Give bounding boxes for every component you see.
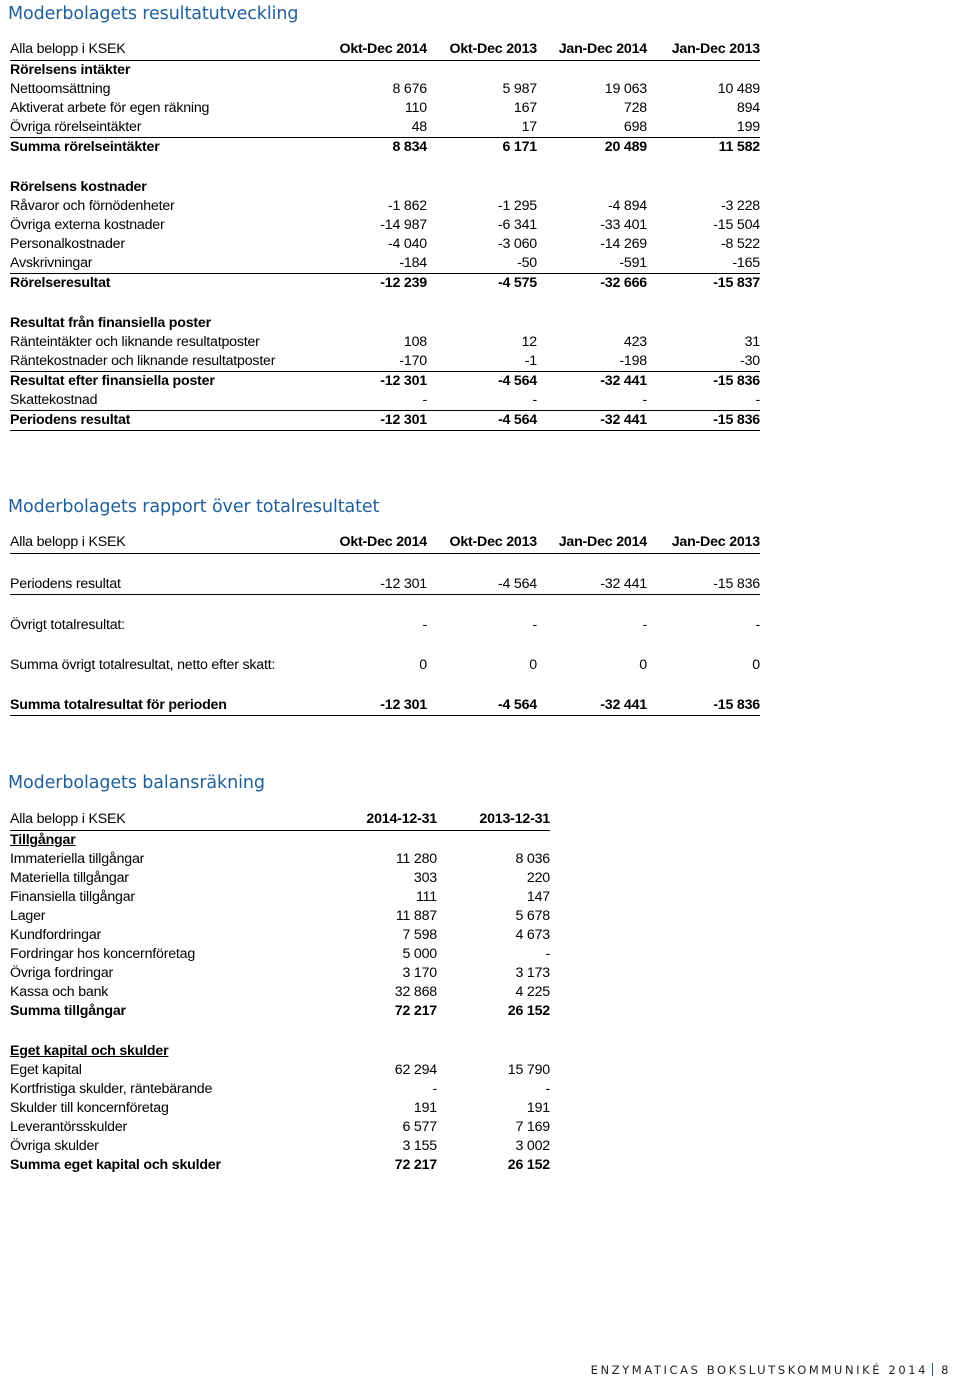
value-cell: -12 239 xyxy=(380,275,427,291)
table-row xyxy=(10,616,760,635)
row-label: Fordringar hos koncernföretag xyxy=(10,946,196,962)
table-row xyxy=(10,314,760,333)
spacer-row xyxy=(10,595,760,617)
table-row xyxy=(10,1080,550,1099)
value-cell xyxy=(337,178,427,197)
table-row xyxy=(10,1099,550,1118)
value-cell xyxy=(337,635,427,656)
value-cell: 5 000 xyxy=(402,946,437,962)
row-label xyxy=(10,675,337,696)
table-row xyxy=(10,1137,550,1156)
value-cell: 48 xyxy=(337,118,427,138)
table-row xyxy=(10,99,760,118)
value-cell: -32 441 xyxy=(537,696,647,716)
row-label: Nettoomsättning xyxy=(10,81,111,97)
income-statement-title: Moderbolagets resultatutveckling xyxy=(8,4,299,24)
value-cell: -591 xyxy=(537,254,647,274)
value-cell xyxy=(337,157,427,178)
value-cell xyxy=(537,178,647,197)
value-cell xyxy=(337,831,437,851)
header-period-cell: Jan-Dec 2014 xyxy=(537,533,647,554)
value-cell: -32 666 xyxy=(600,275,647,291)
row-label: Kassa och bank xyxy=(10,984,109,1000)
value-cell: 199 xyxy=(647,118,760,138)
value-cell: 11 280 xyxy=(395,851,437,867)
table-row xyxy=(10,197,760,216)
value-cell: -12 301 xyxy=(337,411,427,431)
row-label: Leverantörsskulder xyxy=(10,1119,128,1135)
table-row xyxy=(10,1118,550,1137)
value-cell: -3 060 xyxy=(497,236,537,252)
value-cell: -3 228 xyxy=(720,198,760,214)
value-cell: 8 834 xyxy=(392,139,427,155)
row-label: Råvaror och förnödenheter xyxy=(10,198,175,214)
row-label: Summa totalresultat för perioden xyxy=(10,696,337,716)
row-label: Summa övrigt totalresultat, netto efter skatt: xyxy=(10,657,276,673)
table-row xyxy=(10,907,550,926)
value-cell: 220 xyxy=(526,870,550,886)
header-label-cell: Alla belopp i KSEK xyxy=(10,40,337,61)
income-statement-table xyxy=(10,40,760,431)
value-cell: 4 225 xyxy=(515,984,550,1000)
table-row xyxy=(10,945,550,964)
page-number: 8 xyxy=(941,1363,951,1377)
header-label-cell: Alla belopp i KSEK xyxy=(10,810,337,831)
value-cell: -32 441 xyxy=(537,575,647,595)
value-cell xyxy=(537,675,647,696)
row-label: Lager xyxy=(10,908,46,924)
value-cell: 3 155 xyxy=(402,1138,437,1154)
value-cell xyxy=(427,157,537,178)
value-cell: -4 894 xyxy=(607,198,647,214)
value-cell: -32 441 xyxy=(600,373,647,389)
table-row xyxy=(10,372,760,392)
value-cell: -4 564 xyxy=(497,373,537,389)
row-label: Materiella tillgångar xyxy=(10,870,129,886)
value-cell: - xyxy=(337,391,427,411)
value-cell: 110 xyxy=(404,100,427,116)
value-cell xyxy=(427,595,537,617)
value-cell: -12 301 xyxy=(337,575,427,595)
value-cell: -170 xyxy=(337,352,427,372)
value-cell: 3 173 xyxy=(515,965,550,981)
row-label: Ränteintäkter och liknande resultatposter xyxy=(10,334,260,350)
value-cell xyxy=(647,178,760,197)
value-cell: -184 xyxy=(337,254,427,274)
header-period-cell: Jan-Dec 2014 xyxy=(537,40,647,61)
table-row xyxy=(10,178,760,197)
row-label: Resultat från finansiella poster xyxy=(10,315,211,331)
value-cell xyxy=(337,61,427,81)
table-row xyxy=(10,850,550,869)
value-cell: -15 504 xyxy=(713,217,760,233)
row-label xyxy=(10,293,337,314)
value-cell xyxy=(337,1042,437,1061)
value-cell: 5 987 xyxy=(502,81,537,97)
row-label: Kortfristiga skulder, räntebärande xyxy=(10,1081,213,1097)
value-cell xyxy=(647,554,760,576)
row-label: Skulder till koncernföretag xyxy=(10,1100,169,1116)
value-cell: -1 xyxy=(427,352,537,372)
value-cell: 72 217 xyxy=(394,1003,437,1019)
row-label: Summa rörelseintäkter xyxy=(10,139,160,155)
value-cell: - xyxy=(537,391,647,411)
value-cell: 8 036 xyxy=(515,851,550,867)
value-cell xyxy=(437,831,550,851)
value-cell: 6 171 xyxy=(502,139,537,155)
value-cell: -12 301 xyxy=(337,696,427,716)
row-label: Eget kapital och skulder xyxy=(10,1043,169,1059)
value-cell: 3 170 xyxy=(402,965,437,981)
table-row xyxy=(10,964,550,983)
value-cell xyxy=(427,293,537,314)
table-row xyxy=(10,1002,550,1021)
value-cell: -6 341 xyxy=(497,217,537,233)
spacer-row xyxy=(10,293,760,314)
row-label xyxy=(10,554,337,576)
row-label: Periodens resultat xyxy=(10,411,337,431)
value-cell: - xyxy=(647,391,760,411)
value-cell: -4 564 xyxy=(427,575,537,595)
table-row xyxy=(10,831,550,851)
row-label: Resultat efter finansiella poster xyxy=(10,373,215,389)
value-cell xyxy=(427,314,537,333)
row-label: Periodens resultat xyxy=(10,575,337,595)
value-cell: 4 673 xyxy=(515,927,550,943)
row-label: Tillgångar xyxy=(10,832,76,848)
value-cell: 6 577 xyxy=(402,1119,437,1135)
spacer-row xyxy=(10,1021,550,1042)
value-cell: -4 564 xyxy=(427,411,537,431)
value-cell xyxy=(537,635,647,656)
table-row xyxy=(10,138,760,158)
row-label: Avskrivningar xyxy=(10,254,337,274)
value-cell: - xyxy=(427,391,537,411)
table-row xyxy=(10,888,550,907)
header-period-cell: 2014-12-31 xyxy=(337,810,437,831)
row-label xyxy=(10,595,337,617)
table-row xyxy=(10,80,760,99)
row-label: Skattekostnad xyxy=(10,391,337,411)
value-cell: 111 xyxy=(416,889,437,905)
value-cell: 72 217 xyxy=(394,1157,437,1173)
value-cell: - xyxy=(545,946,550,962)
value-cell: - xyxy=(642,617,647,633)
table-row xyxy=(10,1156,550,1175)
footer-divider xyxy=(932,1363,933,1376)
header-row xyxy=(10,533,760,554)
value-cell: 12 xyxy=(521,334,537,350)
table-row xyxy=(10,1061,550,1080)
value-cell: -32 441 xyxy=(537,411,647,431)
value-cell: 17 xyxy=(427,118,537,138)
value-cell xyxy=(537,554,647,576)
value-cell: 147 xyxy=(526,889,550,905)
value-cell xyxy=(537,157,647,178)
value-cell: 5 678 xyxy=(515,908,550,924)
row-label: Aktiverat arbete för egen räkning xyxy=(10,100,210,116)
row-label: Rörelseresultat xyxy=(10,275,111,291)
value-cell xyxy=(337,554,427,576)
value-cell: -4 575 xyxy=(497,275,537,291)
table-row xyxy=(10,391,760,411)
value-cell: 62 294 xyxy=(394,1062,437,1078)
header-period-cell: Okt-Dec 2014 xyxy=(337,533,427,554)
value-cell: 10 489 xyxy=(717,81,760,97)
value-cell: -30 xyxy=(647,352,760,372)
value-cell: -1 295 xyxy=(497,198,537,214)
value-cell xyxy=(647,635,760,656)
value-cell xyxy=(647,61,760,81)
value-cell: 698 xyxy=(537,118,647,138)
value-cell xyxy=(647,157,760,178)
row-label: Rörelsens intäkter xyxy=(10,62,131,78)
value-cell: -14 987 xyxy=(380,217,427,233)
value-cell: 11 582 xyxy=(718,139,760,155)
footer-brand: ENZYMATICAS BOKSLUTSKOMMUNIKÉ 2014 xyxy=(590,1363,929,1377)
value-cell xyxy=(337,595,427,617)
value-cell xyxy=(537,293,647,314)
header-period-cell: 2013-12-31 xyxy=(437,810,550,831)
row-label: Övriga fordringar xyxy=(10,965,114,981)
table-row xyxy=(10,216,760,235)
table-row xyxy=(10,656,760,675)
value-cell: 7 598 xyxy=(402,927,437,943)
value-cell: -50 xyxy=(427,254,537,274)
row-label: Rörelsens kostnader xyxy=(10,179,147,195)
value-cell: 191 xyxy=(413,1100,437,1116)
value-cell xyxy=(427,61,537,81)
row-label: Övriga externa kostnader xyxy=(10,217,165,233)
balance-sheet-table xyxy=(10,810,550,1175)
value-cell: - xyxy=(432,1081,437,1097)
value-cell: 8 676 xyxy=(392,81,427,97)
row-label: Övriga skulder xyxy=(10,1138,99,1154)
value-cell: -15 836 xyxy=(647,575,760,595)
value-cell: - xyxy=(422,617,427,633)
value-cell: -15 837 xyxy=(713,275,760,291)
value-cell: -198 xyxy=(537,352,647,372)
value-cell xyxy=(647,595,760,617)
row-label xyxy=(10,635,337,656)
value-cell: 0 xyxy=(419,657,427,673)
value-cell xyxy=(437,1042,550,1061)
value-cell xyxy=(537,314,647,333)
value-cell: -15 836 xyxy=(647,411,760,431)
table-row xyxy=(10,869,550,888)
row-label: Finansiella tillgångar xyxy=(10,889,135,905)
value-cell xyxy=(337,675,427,696)
row-label: Summa tillgångar xyxy=(10,1003,126,1019)
row-label: Räntekostnader och liknande resultatposter xyxy=(10,352,337,372)
balance-sheet-title: Moderbolagets balansräkning xyxy=(8,773,265,793)
header-row xyxy=(10,40,760,61)
value-cell xyxy=(537,595,647,617)
value-cell: 20 489 xyxy=(604,139,647,155)
value-cell xyxy=(647,314,760,333)
table-row xyxy=(10,926,550,945)
value-cell: -15 836 xyxy=(713,373,760,389)
value-cell xyxy=(427,178,537,197)
header-period-cell: Jan-Dec 2013 xyxy=(647,40,760,61)
value-cell: 894 xyxy=(736,100,760,116)
value-cell xyxy=(647,293,760,314)
table-row xyxy=(10,274,760,294)
value-cell: -8 522 xyxy=(720,236,760,252)
value-cell xyxy=(337,314,427,333)
value-cell: 303 xyxy=(413,870,437,886)
value-cell: -4 564 xyxy=(427,696,537,716)
value-cell: -15 836 xyxy=(647,696,760,716)
row-label xyxy=(10,1021,337,1042)
value-cell: -165 xyxy=(647,254,760,274)
table-row xyxy=(10,333,760,352)
row-label: Immateriella tillgångar xyxy=(10,851,145,867)
row-label: Övrigt totalresultat: xyxy=(10,617,125,633)
header-row xyxy=(10,810,550,831)
value-cell: - xyxy=(755,617,760,633)
value-cell: -12 301 xyxy=(380,373,427,389)
value-cell: 191 xyxy=(526,1100,550,1116)
value-cell: 26 152 xyxy=(507,1003,550,1019)
header-period-cell: Okt-Dec 2013 xyxy=(427,40,537,61)
table-row xyxy=(10,983,550,1002)
value-cell xyxy=(337,293,427,314)
value-cell xyxy=(437,1021,550,1042)
value-cell: -14 269 xyxy=(600,236,647,252)
spacer-row xyxy=(10,554,760,576)
table-row xyxy=(10,254,760,274)
value-cell: 15 790 xyxy=(507,1062,550,1078)
header-period-cell: Okt-Dec 2013 xyxy=(427,533,537,554)
value-cell xyxy=(427,554,537,576)
value-cell: 26 152 xyxy=(507,1157,550,1173)
table-row xyxy=(10,1042,550,1061)
value-cell xyxy=(537,61,647,81)
comprehensive-income-title: Moderbolagets rapport över totalresultatet xyxy=(8,497,380,517)
value-cell xyxy=(427,635,537,656)
value-cell: 0 xyxy=(529,657,537,673)
value-cell: 31 xyxy=(744,334,760,350)
comprehensive-income-table xyxy=(10,533,760,716)
row-label: Eget kapital xyxy=(10,1062,82,1078)
row-label xyxy=(10,157,337,178)
value-cell xyxy=(647,675,760,696)
table-row xyxy=(10,352,760,372)
value-cell: -1 862 xyxy=(387,198,427,214)
value-cell: 108 xyxy=(403,334,427,350)
table-row xyxy=(10,118,760,138)
value-cell: 11 887 xyxy=(395,908,437,924)
value-cell: -33 401 xyxy=(600,217,647,233)
value-cell: 167 xyxy=(513,100,537,116)
page-footer xyxy=(591,1363,951,1377)
value-cell: -4 040 xyxy=(387,236,427,252)
value-cell: 32 868 xyxy=(394,984,437,1000)
table-row xyxy=(10,411,760,431)
value-cell: 0 xyxy=(752,657,760,673)
row-label: Summa eget kapital och skulder xyxy=(10,1157,221,1173)
value-cell xyxy=(427,675,537,696)
value-cell: 423 xyxy=(623,334,647,350)
value-cell: 0 xyxy=(639,657,647,673)
value-cell: 19 063 xyxy=(604,81,647,97)
row-label: Personalkostnader xyxy=(10,236,125,252)
row-label: Kundfordringar xyxy=(10,927,102,943)
spacer-row xyxy=(10,635,760,656)
value-cell: 3 002 xyxy=(515,1138,550,1154)
value-cell: - xyxy=(545,1081,550,1097)
spacer-row xyxy=(10,157,760,178)
spacer-row xyxy=(10,675,760,696)
value-cell: - xyxy=(532,617,537,633)
table-row xyxy=(10,575,760,595)
value-cell: 728 xyxy=(623,100,647,116)
header-period-cell: Okt-Dec 2014 xyxy=(337,40,427,61)
table-row xyxy=(10,235,760,254)
table-row xyxy=(10,61,760,81)
table-row xyxy=(10,696,760,716)
value-cell xyxy=(337,1021,437,1042)
header-label-cell: Alla belopp i KSEK xyxy=(10,533,337,554)
header-period-cell: Jan-Dec 2013 xyxy=(647,533,760,554)
value-cell: 7 169 xyxy=(515,1119,550,1135)
row-label: Övriga rörelseintäkter xyxy=(10,118,337,138)
